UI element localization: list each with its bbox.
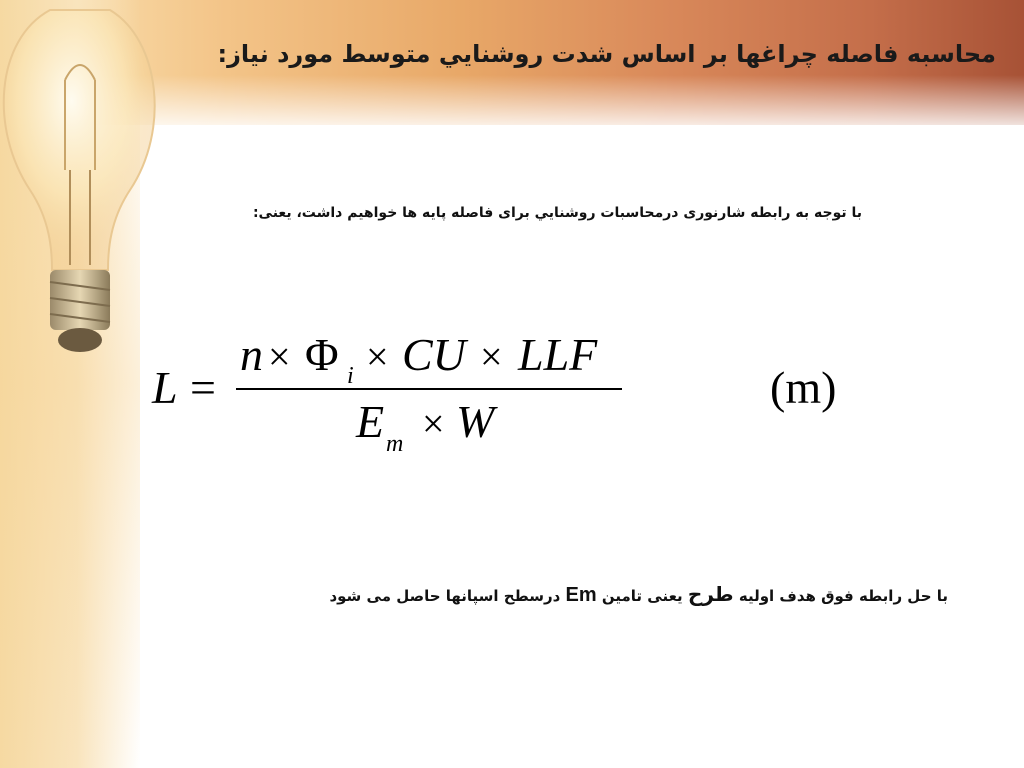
formula-unit: (m) (770, 362, 837, 413)
formula-times-3: × (480, 334, 503, 379)
formula-llf: LLF (518, 329, 598, 380)
formula-e: E (356, 396, 385, 447)
spacing-formula (140, 325, 860, 465)
formula-times-2: × (366, 334, 389, 379)
conclusion-tarh: طرح (687, 582, 734, 606)
formula-times-1: × (268, 334, 291, 379)
conclusion-part3: درسطح اسپانها حاصل می شود (329, 587, 561, 605)
formula-phi-subscript: i (347, 363, 354, 389)
formula-lhs: L (152, 362, 178, 413)
formula-w: W (456, 396, 495, 447)
slide-title: محاسبه فاصله چراغها بر اساس شدت روشنايي متوسط مورد نياز: (217, 40, 996, 68)
formula-equals: = (190, 362, 216, 413)
formula-phi: Φ (305, 329, 339, 380)
intro-text: با توجه به رابطه شارنوری درمحاسبات روشنايي برای فاصله پايه ها خواهيم داشت، يعنی: (252, 205, 862, 221)
conclusion-em: Em (565, 584, 597, 606)
conclusion-part1: با حل رابطه فوق هدف اوليه (738, 587, 948, 605)
conclusion-part2: يعنی تامين (601, 587, 683, 605)
formula-times-4: × (422, 401, 445, 446)
formula-e-subscript: m (386, 431, 404, 457)
formula-cu: CU (402, 329, 466, 380)
formula-n: n (240, 329, 263, 380)
conclusion-text (329, 582, 948, 607)
